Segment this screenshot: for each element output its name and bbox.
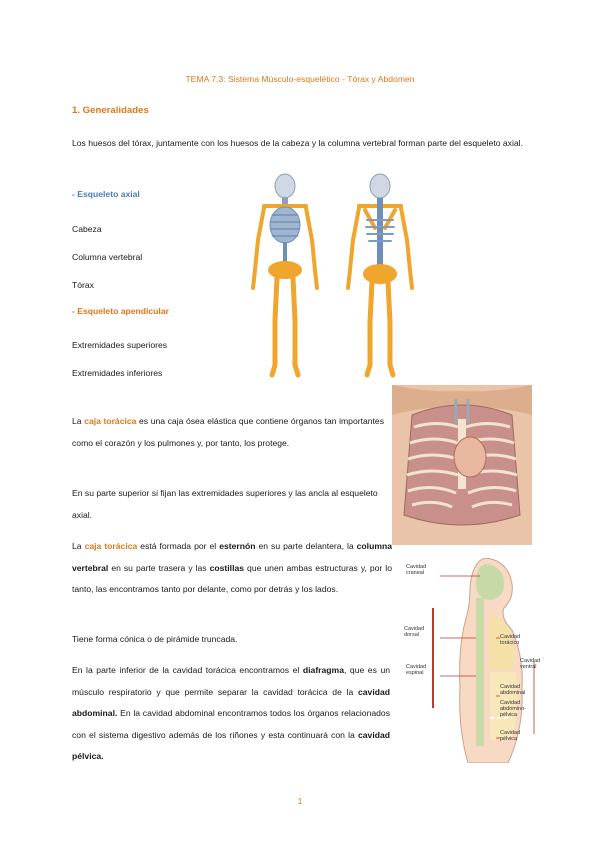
intro-paragraph: Los huesos del tórax, juntamente con los huesos de la cabeza y la columna vertebral forman parte del esqueleto axial. <box>72 138 523 148</box>
label-cavidad-toracico: Cavidad torácico <box>500 634 521 646</box>
section-heading-generalidades: 1. Generalidades <box>72 105 149 116</box>
label-cavidad-pelvica: Cavidad pélvica <box>500 730 521 742</box>
paragraph-inferior: En la parte inferior de la cavidad torácica encontramos el diafragma, que es un músculo respiratorio y que permite separar la cavidad torácica de la cavidad abdominal. En la cavidad abdominal encontramos todos los órganos relacionados con el sistema digestivo además de los riñones y esta continuará con la cavidad pélvica. <box>72 665 390 761</box>
apendicular-item-inferiores: Extremidades inferiores <box>72 368 163 378</box>
page-number: 1 <box>297 796 303 806</box>
label-cavidad-craneal: Cavidad craneal <box>406 564 427 576</box>
axial-heading: - Esqueleto axial <box>72 189 140 199</box>
paragraph-formada: La caja torácica está formada por el esternón en su parte delantera, la columna vertebral en su parte trasera y las costillas que unen ambas estructuras y, por lo tanto, las encontramos tanto por delante, como por detrás y los lados. <box>72 541 392 594</box>
thoracic-cage-illustration <box>392 385 532 545</box>
paragraph-forma: Tiene forma cónica o de pirámide truncada. <box>72 634 238 644</box>
skeleton-front <box>253 174 317 375</box>
skeleton-illustration <box>250 170 420 385</box>
axial-item-columna: Columna vertebral <box>72 252 143 262</box>
label-cavidad-espinal: Cavidad espinal <box>406 664 427 676</box>
axial-item-torax: Tórax <box>72 280 94 290</box>
label-cavidad-ventral: Cavidad ventral <box>520 658 540 670</box>
apendicular-heading: - Esqueleto apendicular <box>72 306 169 316</box>
apendicular-item-superiores: Extremidades superiores <box>72 340 168 350</box>
body-cavities-diagram <box>400 558 540 763</box>
label-cavidad-abdominopelvica: Cavidad abdomino-pélvica <box>500 700 526 718</box>
skeleton-back <box>348 174 412 375</box>
axial-item-cabeza: Cabeza <box>72 224 102 234</box>
label-cavidad-abdominal: Cavidad abdominal <box>500 684 526 696</box>
paragraph-caja-toracica: La caja torácica es una caja ósea elástica que contiene órganos tan importantes como el corazón y los pulmones y, por tanto, los protege. <box>72 416 385 448</box>
label-cavidad-dorsal: Cavidad dorsal <box>404 626 425 638</box>
paragraph-superior: En su parte superior si fijan las extremidades superiores y las ancla al esqueleto axial. <box>72 488 378 520</box>
page-title: TEMA 7.3: Sistema Músculo-esquelético - Tórax y Abdomen <box>185 74 415 84</box>
